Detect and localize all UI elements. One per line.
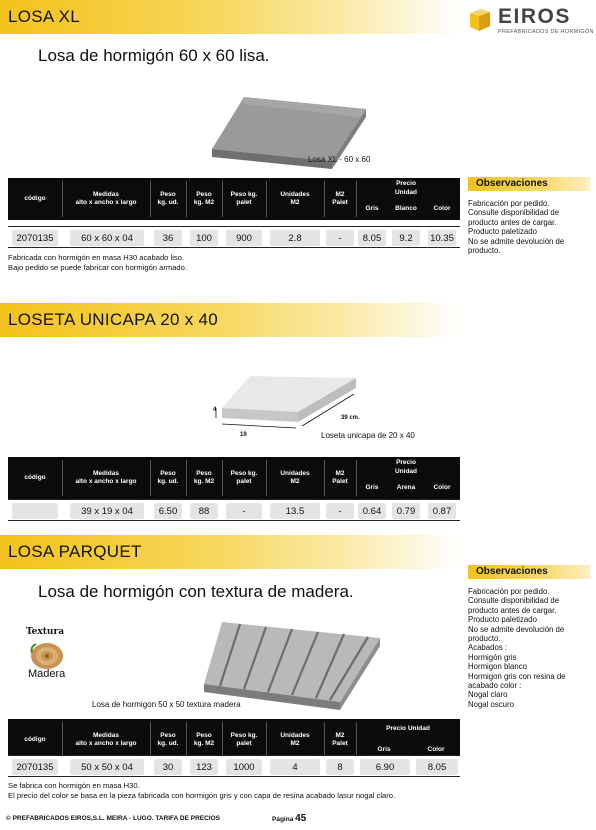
- image-caption: Losa XL - 60 x 60: [308, 155, 371, 164]
- cell-codigo: 2070135: [12, 230, 58, 246]
- note-line: Bajo pedido se puede fabricar con hormigón armado.: [8, 263, 187, 272]
- cell-color: 10.35: [428, 230, 456, 246]
- col-peso-m2: Peso kg. M2: [193, 731, 215, 747]
- cell-peso-palet: 900: [226, 230, 262, 246]
- cell-unidades-m2: 13.5: [270, 503, 320, 519]
- cell-peso-m2: 123: [190, 759, 218, 775]
- col-unidades-m2: Unidades M2: [280, 190, 310, 206]
- wood-log-icon: [28, 641, 66, 671]
- cell-codigo: 2070135: [12, 759, 58, 775]
- table-row: [8, 226, 460, 248]
- observaciones-title: Observaciones: [468, 565, 590, 579]
- note-line: Fabricada con hormigón en masa H30 acabado liso.: [8, 253, 185, 262]
- cell-medidas: 60 x 60 x 04: [70, 230, 144, 246]
- col-blanco: Blanco: [395, 205, 417, 213]
- section-notes: [8, 253, 187, 273]
- col-gris: Gris: [377, 746, 391, 754]
- image-caption: Losa de hormigon 50 x 50 textura madera: [92, 700, 241, 709]
- cell-gris: 8.05: [358, 230, 386, 246]
- cell-peso-ud: 36: [154, 230, 182, 246]
- section-subtitle: Losa de hormigón con textura de madera.: [38, 582, 354, 601]
- section-band-losa-xl: [0, 0, 460, 34]
- col-color: Color: [433, 484, 451, 492]
- col-unidades-m2: Unidades M2: [280, 731, 310, 747]
- cell-peso-palet: 1000: [226, 759, 262, 775]
- page-value: 45: [295, 813, 307, 824]
- eiros-logo: [468, 4, 594, 40]
- image-caption: Loseta unicapa de 20 x 40: [321, 431, 415, 440]
- cell-peso-ud: 6.50: [154, 503, 182, 519]
- col-unidades-m2: Unidades M2: [280, 469, 310, 485]
- cell-m2-palet: -: [326, 503, 354, 519]
- col-codigo: código: [24, 735, 46, 743]
- observaciones-title: Observaciones: [468, 177, 590, 191]
- section-band-loseta: [0, 303, 460, 337]
- cell-arena: 0.79: [392, 503, 420, 519]
- col-precio-unidad: Precio Unidad: [386, 725, 430, 733]
- textura-label: Textura: [26, 627, 65, 637]
- table-header: [8, 457, 460, 499]
- section-notes: [8, 781, 395, 801]
- cell-color: 0.87: [428, 503, 456, 519]
- table-header: [8, 178, 460, 220]
- cell-peso-m2: 88: [190, 503, 218, 519]
- col-codigo: código: [24, 473, 46, 481]
- cell-unidades-m2: 2.8: [270, 230, 320, 246]
- cell-color: 8.05: [416, 759, 458, 775]
- brand-tagline: PREFABRICADOS DE HORMIGÓN: [498, 29, 594, 35]
- col-peso-ud: Peso kg. ud.: [157, 190, 179, 206]
- col-m2-palet: M2 Palet: [332, 731, 348, 747]
- cell-codigo: [12, 503, 58, 519]
- col-peso-palet: Peso kg. palet: [230, 190, 258, 206]
- observaciones-text: Fabricación por pedido. Consulte disponibilidad de producto antes de cargar. Producto paletizado No se admite devolución de producto. Acabados : Hormigón gris Hormigon blanco Hormigon gris con resina de acabado color : Nogal claro Nogal oscuro: [468, 587, 566, 709]
- section-title: LOSETA UNICAPA 20 x 40: [8, 310, 219, 329]
- col-medidas: Medidas alto x ancho x largo: [75, 190, 137, 206]
- cell-peso-palet: -: [226, 503, 262, 519]
- eiros-cube-icon: [468, 8, 492, 32]
- note-line: Se fabrica con hormigón en masa H30.: [8, 781, 140, 790]
- cell-blanco: 9.2: [392, 230, 420, 246]
- col-peso-palet: Peso kg. palet: [230, 731, 258, 747]
- col-color: Color: [427, 746, 445, 754]
- cell-peso-m2: 100: [190, 230, 218, 246]
- cell-medidas: 39 x 19 x 04: [70, 503, 144, 519]
- cell-m2-palet: -: [326, 230, 354, 246]
- col-peso-ud: Peso kg. ud.: [157, 731, 179, 747]
- col-gris: Gris: [365, 205, 379, 213]
- table-row: [8, 755, 460, 777]
- page-number: [272, 813, 306, 824]
- footer-company: © PREFABRICADOS EIROS,S.L. MEIRA - LUGO. TARIFA DE PRECIOS: [6, 815, 221, 822]
- section-title: LOSA XL: [8, 7, 81, 26]
- dim-length: 39 cm.: [341, 415, 360, 421]
- cell-medidas: 50 x 50 x 04: [70, 759, 144, 775]
- section-subtitle: Losa de hormigón 60 x 60 lisa.: [38, 46, 270, 65]
- col-gris: Gris: [365, 484, 379, 492]
- col-m2-palet: M2 Palet: [332, 469, 348, 485]
- madera-label: Madera: [28, 668, 66, 680]
- observaciones-text: Fabricación por pedido. Consulte disponibilidad de producto antes de cargar. Producto paletizado No se admite devolución de producto.: [468, 199, 565, 256]
- dim-height: 4: [213, 407, 217, 413]
- cell-gris: 6.90: [360, 759, 410, 775]
- note-line: El precio del color se basa en la pieza fabricada con hormigón gris y con capa de resina acabado lasur nogal claro.: [8, 791, 396, 800]
- col-medidas: Medidas alto x ancho x largo: [75, 469, 137, 485]
- col-color: Color: [433, 205, 451, 213]
- section-title: LOSA PARQUET: [8, 542, 142, 561]
- col-codigo: código: [24, 194, 46, 202]
- col-peso-m2: Peso kg. M2: [193, 469, 215, 485]
- col-arena: Arena: [396, 484, 416, 492]
- col-precio-unidad: Precio Unidad: [394, 180, 418, 196]
- col-peso-m2: Peso kg. M2: [193, 190, 215, 206]
- cell-unidades-m2: 4: [270, 759, 320, 775]
- col-medidas: Medidas alto x ancho x largo: [75, 731, 137, 747]
- col-peso-palet: Peso kg. palet: [230, 469, 258, 485]
- col-m2-palet: M2 Palet: [332, 190, 348, 206]
- col-precio-unidad: Precio Unidad: [394, 459, 418, 475]
- cell-peso-ud: 30: [154, 759, 182, 775]
- cell-gris: 0.64: [358, 503, 386, 519]
- section-band-parquet: [0, 535, 460, 569]
- brand-name: EIROS: [498, 5, 571, 28]
- col-peso-ud: Peso kg. ud.: [157, 469, 179, 485]
- dim-width: 19: [240, 432, 247, 438]
- table-row: [8, 499, 460, 521]
- cell-m2-palet: 8: [326, 759, 354, 775]
- page-label: Página: [272, 816, 294, 823]
